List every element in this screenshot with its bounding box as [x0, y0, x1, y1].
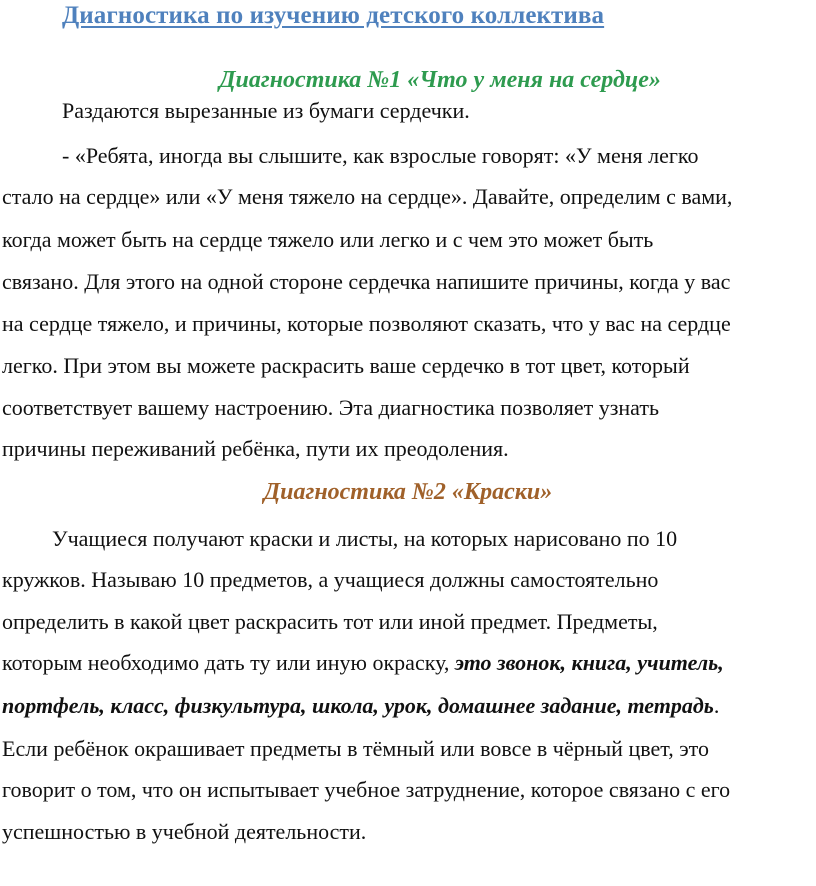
section2-line-6: Если ребёнок окрашивает предметы в тёмный или вовсе в чёрный цвет, это [2, 736, 709, 761]
section1-line-1: Раздаются вырезанные из бумаги сердечки. [62, 98, 470, 123]
section1-line-7: легко. При этом вы можете раскрасить ваше сердечко в тот цвет, который [2, 353, 690, 378]
section2-line-5-tail: . [713, 693, 720, 718]
section1-line-3: стало на сердце» или «У меня тяжело на сердце». Давайте, определим с вами, [2, 184, 733, 209]
section1-line-9: причины переживаний ребёнка, пути их преодоления. [2, 436, 509, 461]
section2-line-4-emphasis: это звонок, книга, учитель, [454, 650, 724, 675]
section1-line-6: на сердце тяжело, и причины, которые позволяют сказать, что у вас на сердце [2, 311, 731, 336]
section2-line-4-text: которым необходимо дать ту или иную окраску, [2, 650, 455, 675]
section1-line-8: соответствует вашему настроению. Эта диагностика позволяет узнать [2, 395, 660, 420]
section1-heading: Диагностика №1 «Что у меня на сердце» [219, 67, 661, 93]
section2-line-3: определить в какой цвет раскрасить тот или иной предмет. Предметы, [2, 609, 658, 634]
section2-line-5-emphasis: портфель, класс, физкультура, школа, урок, домашнее задание, тетрадь [2, 693, 714, 718]
section2-line-2: кружков. Называю 10 предметов, а учащиеся должны самостоятельно [2, 567, 659, 592]
section2-line-5 [2, 695, 719, 717]
section2-line-8: успешностью в учебной деятельности. [2, 819, 367, 844]
section1-line-2: - «Ребята, иногда вы слышите, как взрослые говорят: «У меня легко [62, 143, 699, 168]
section2-line-1: Учащиеся получают краски и листы, на которых нарисовано по 10 [52, 526, 678, 551]
section2-line-4 [2, 652, 724, 674]
document-title: Диагностика по изучению детского коллектива [62, 2, 605, 29]
section2-heading: Диагностика №2 «Краски» [263, 479, 553, 505]
section1-line-4: когда может быть на сердце тяжело или легко и с чем это может быть [2, 227, 654, 252]
section1-line-5: связано. Для этого на одной стороне сердечка напишите причины, когда у вас [2, 269, 731, 294]
section2-line-7: говорит о том, что он испытывает учебное затруднение, которое связано с его [2, 777, 731, 802]
